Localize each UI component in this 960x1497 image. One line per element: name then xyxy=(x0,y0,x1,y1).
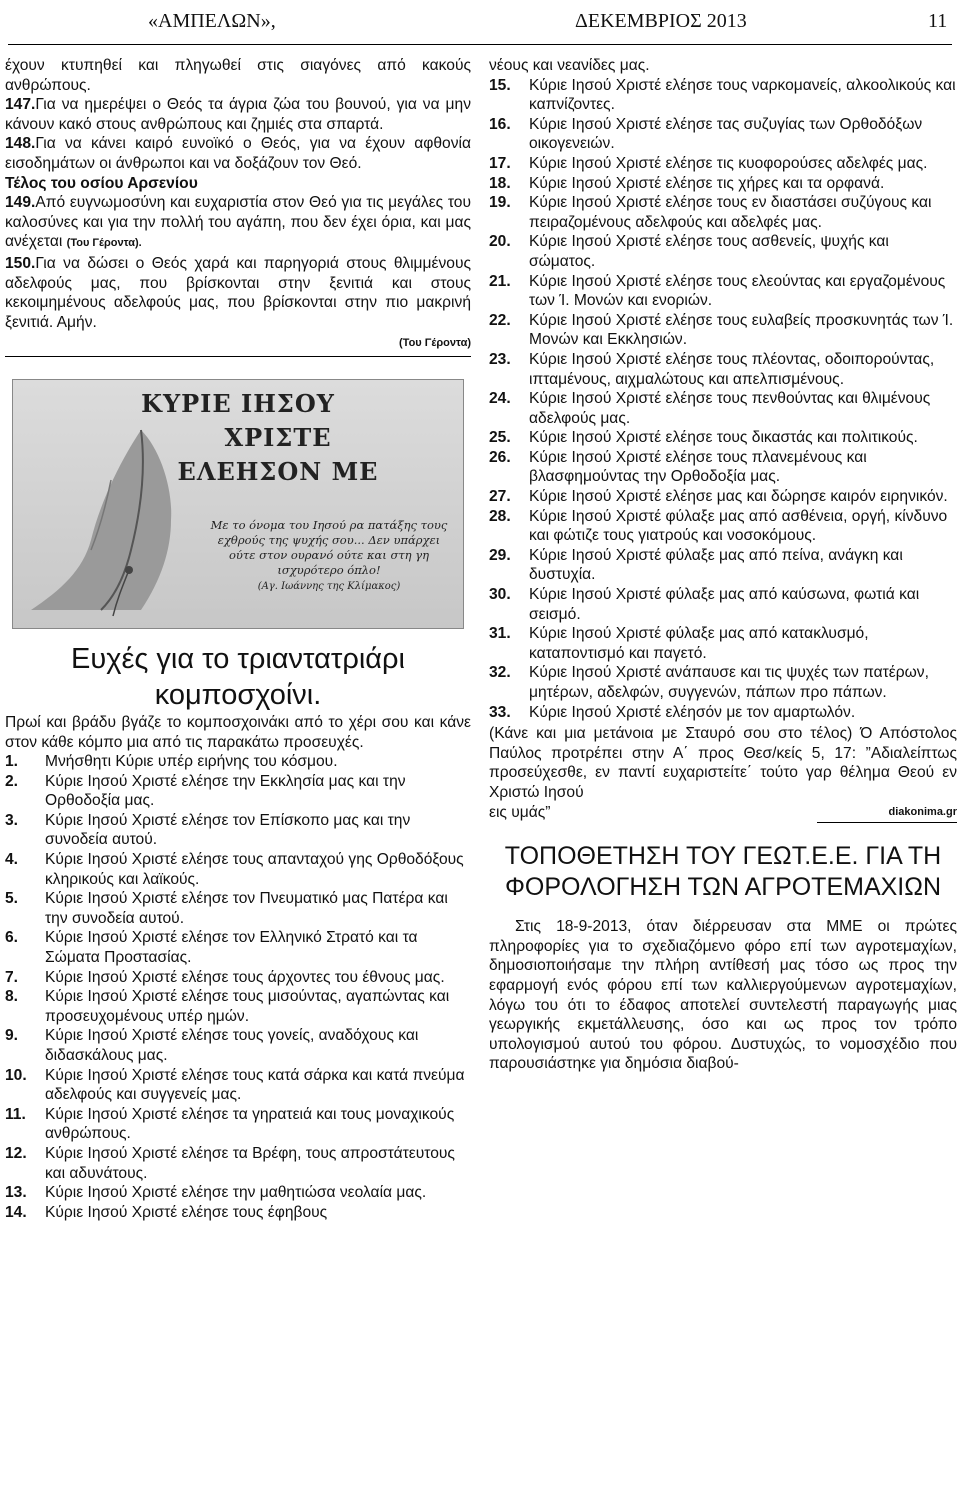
item-number: 31. xyxy=(489,625,511,643)
item-number: 15. xyxy=(489,76,511,94)
item-number: 3. xyxy=(5,811,19,829)
paragraph-149 xyxy=(5,193,471,254)
issue-date: ΔΕΚΕΜΒΡΙΟΣ 2013 xyxy=(575,10,747,32)
item-text: Κύριε Ιησού Χριστέ ελέησε τους πλέοντας, οδοιπορούντας, ιπταμένους, αιχμαλώτους και απελπισμένους. xyxy=(529,350,935,388)
item-text: Κύριε Ιησού Χριστέ ελέησε τα γηρατειά και τους μοναχικούς ανθρώπους. xyxy=(45,1105,455,1143)
list-item xyxy=(489,174,957,194)
item-number: 10. xyxy=(5,1066,27,1084)
list-item xyxy=(489,115,957,154)
list-item xyxy=(489,311,957,350)
citation: (Του Γέροντα). xyxy=(66,237,142,250)
item-text: Κύριε Ιησού Χριστέ ελέησε τας συζυγίας των Ορθοδόξων οικογενειών. xyxy=(529,115,923,153)
item-text: Κύριε Ιησού Χριστέ ελέησε τους ελεούντας και εργαζομένους των Ί. Μονών και ενοριών. xyxy=(529,272,946,310)
item-number: 33. xyxy=(489,703,511,721)
item-number: 32. xyxy=(489,664,511,682)
item-text: Κύριε Ιησού Χριστέ ελέησε την μαθητιώσα νεολαία μας. xyxy=(45,1184,427,1202)
item-text: Κύριε Ιησού Χριστέ ελέησε τους μισούντας, αγαπώντας και προσευχομένους υπέρ ημών. xyxy=(45,988,450,1025)
left-column xyxy=(5,56,471,1222)
item-number: 5. xyxy=(5,890,19,908)
list-item xyxy=(5,1203,471,1223)
list-item xyxy=(489,272,957,311)
closing-text-end: εις υμάς” xyxy=(489,803,551,821)
item-number: 19. xyxy=(489,194,511,212)
card-title-line-3: ΕΛΕΗΣΟΝ ΜΕ xyxy=(177,456,379,486)
paragraph-148 xyxy=(5,134,471,173)
item-text: Κύριε Ιησού Χριστέ ελέησε τις χήρες και τα ορφανά. xyxy=(529,174,885,192)
item-number: 6. xyxy=(5,929,19,947)
item-text: Κύριε Ιησού Χριστέ ελέησε τους άρχοντες του έθνους μας. xyxy=(45,968,445,986)
intro-text: έχουν κτυπηθεί και πληγωθεί στις σιαγόνες από κακούς ανθρώπους. xyxy=(5,57,471,94)
item-text: Κύριε Ιησού Χριστέ ελέησε τους κατά σάρκα και κατά πνεύμα αδελφούς και συγγενείς μας. xyxy=(45,1066,465,1104)
card-quote-signature: (Αγ. Ιωάννης της Κλίμακος) xyxy=(257,580,401,592)
list-item xyxy=(5,811,471,850)
prayer-list-right xyxy=(489,76,957,723)
list-item xyxy=(489,232,957,271)
prayer-list-left xyxy=(5,752,471,1222)
item-text: Κύριε Ιησού Χριστέ φύλαξε μας από πείνα, ανάγκη και δυστυχία. xyxy=(529,546,903,584)
list-item xyxy=(489,448,957,487)
list-item xyxy=(489,546,957,585)
list-item xyxy=(489,624,957,663)
list-item xyxy=(5,889,471,928)
item-number: 20. xyxy=(489,233,511,251)
closing-text: (Κάνε και μια μετάνοια με Σταυρό σου στο τέλος) Ό Απόστολος Παύλος προτρέπει στην Α΄ προς Θεσ/κείς 5, 17: ”Αδιαλείπτως προσεύχεσθε, εν παντί ευχαριστείτε΄ τούτο γαρ θέλημα Θεού εν Χριστώ Ιησού xyxy=(489,725,957,801)
list-item xyxy=(489,487,957,507)
item-number: 14. xyxy=(5,1203,27,1221)
item-text: Κύριε Ιησού Χριστέ ανάπαυσε και τις ψυχές των πατέρων, μητέρων, αδελφών, συγγενών, πάπων προ πάπων. xyxy=(529,664,929,701)
item-number: 2. xyxy=(5,772,19,790)
item-text: Κύριε Ιησού Χριστέ φύλαξε μας από ασθένεια, οργή, κίνδυνο και φώτιζε τους γιατρούς και νοσοκόμους. xyxy=(529,507,948,545)
item-text: Κύριε Ιησού Χριστέ ελέησε τον Επίσκοπο μας και την συνοδεία αυτού. xyxy=(45,811,411,849)
praying-hands-icon xyxy=(21,420,211,620)
list-item xyxy=(489,193,957,232)
item-text: Κύριε Ιησού Χριστέ φύλαξε μας από καύσωνα, φωτιά και σεισμό. xyxy=(529,586,920,623)
list-item xyxy=(5,1066,471,1105)
item-text: Κύριε Ιησού Χριστέ ελέησε τους απανταχού γης Ορθοδόξους κληρικούς και λαϊκούς. xyxy=(45,851,464,888)
list-item xyxy=(5,1026,471,1065)
item-number: 16. xyxy=(489,115,511,133)
item-number: 30. xyxy=(489,586,511,604)
item-number: 21. xyxy=(489,272,511,290)
item-text: Κύριε Ιησού Χριστέ ελέησε τους πλανεμένους και βλασφημούντας την Ορθοδοξία μας. xyxy=(529,448,867,486)
article-title: ΤΟΠΟΘΕΤΗΣΗ ΤΟΥ ΓΕΩΤ.Ε.Ε. ΓΙΑ ΤΗ ΦΟΡΟΛΟΓΗΣΗ ΤΩΝ ΑΓΡΟΤΕΜΑΧΙΩΝ xyxy=(504,842,942,902)
item-number: 13. xyxy=(5,1184,27,1202)
list-item xyxy=(489,350,957,389)
paragraph-147 xyxy=(5,95,471,134)
list-item xyxy=(489,428,957,448)
list-item xyxy=(5,987,471,1026)
item-text: Κύριε Ιησού Χριστέ ελέησε τον Πνευματικό μας Πατέρα και την συνοδεία αυτού. xyxy=(45,890,448,927)
item-text: Κύριε Ιησού Χριστέ ελέησε τους ευλαβείς προσκυνητάς των Ί. Μονών και Εκκλησιών. xyxy=(529,311,954,349)
item-number: 29. xyxy=(489,546,511,564)
item-text: Κύριε Ιησού Χριστέ ελέησε τους γονείς, αναδόχους και διδασκάλους μας. xyxy=(45,1027,419,1064)
list-item xyxy=(5,928,471,967)
item-number: 12. xyxy=(5,1144,27,1162)
publication-name: «ΑΜΠΕΛΩΝ», xyxy=(148,10,276,32)
item-number: 22. xyxy=(489,311,511,329)
item-number: 1. xyxy=(5,753,19,771)
item-number: 25. xyxy=(489,429,511,447)
card-title-line-1: ΚΥΡΙΕ ΙΗΣΟΥ xyxy=(141,388,335,418)
item-text: Κύριε Ιησού Χριστέ ελέησε τους δικαστάς και πολιτικούς. xyxy=(529,429,918,447)
card-title-line-2: ΧΡΙΣΤΕ xyxy=(224,422,332,452)
list-item xyxy=(5,850,471,889)
item-text: Μνήσθητι Κύριε υπέρ ειρήνης του κόσμου. xyxy=(45,753,338,771)
paragraph-text: Από ευγνωμοσύνη και ευχαριστία στον Θεό για τις μεγάλες του καλοσύνες και για την πολλή του αγάπη, που δεν έχει όρια, και μας ανέχεται xyxy=(5,194,471,251)
item-number: 9. xyxy=(5,1027,19,1045)
item-number: 28. xyxy=(489,507,511,525)
paragraph-text: Για να κάνει καιρό ευνοϊκό ο Θεός, για να έχουν αφθονία εισοδημάτων οι άνθρωποι και να δοξάζουν τον Θεό. xyxy=(5,135,471,172)
item-text: Κύριε Ιησού Χριστέ ελέησε την Εκκλησία μας και την Ορθοδοξία μας. xyxy=(45,772,406,810)
section-divider xyxy=(5,356,471,357)
article-text: Στις 18-9-2013, όταν διέρρευσαν στα ΜΜΕ οι πρώτες πληροφορίες για το σχεδιαζόμενο φόρο επί των αγροτεμαχίων, δημοσιοποιήσαμε την πλήρη αντίθεσή μας τόσο ως προς την εφαρμογή ενός φόρου επί των καλλιεργούμενων αγροτεμαχίων, λόγω του ότι το έδαφος αποτελεί συντελεστή παραγωγής μιας γεωργικής εκμετάλλευσης, όσο και ως προς τον τρόπο υπολογισμού αυτού του φόρου. Δυστυχώς, το νομοσχέδιο που παρουσιάστηκε για δημόσια διαβού- xyxy=(489,918,957,1073)
section-heading: Τέλος του οσίου Αρσενίου xyxy=(5,174,198,192)
list-item xyxy=(489,389,957,428)
list-item xyxy=(489,154,957,174)
item-text: Κύριε Ιησού Χριστέ ελέησε τους ναρκομανείς, αλκοολικούς και καπνίζοντες. xyxy=(529,76,956,114)
list-item xyxy=(5,1105,471,1144)
item-number: 11. xyxy=(5,1105,26,1123)
item-number: 4. xyxy=(5,851,19,869)
item-number: 23. xyxy=(489,350,511,368)
page-number: 11 xyxy=(928,10,948,32)
list-item xyxy=(489,76,957,115)
paragraph-number: 147. xyxy=(5,96,36,114)
list-item xyxy=(5,772,471,811)
item-number: 7. xyxy=(5,968,19,986)
list-item xyxy=(489,585,957,624)
item-text: Κύριε Ιησού Χριστέ ελέησε τους πενθούντας και θλιμένους αδελφούς μας. xyxy=(529,390,931,427)
list-item xyxy=(489,507,957,546)
paragraph-150 xyxy=(5,254,471,332)
attribution: (Του Γέροντα) xyxy=(399,337,471,350)
item-text: Κύριε Ιησού Χριστέ ελέησε μας και δώρησε καιρόν ειρηνικόν. xyxy=(529,488,948,506)
paragraph-number: 148. xyxy=(5,135,36,153)
list-item xyxy=(5,968,471,988)
prayers-title: Ευχές για το τριαντατριάρι κομποσχοίνι. xyxy=(71,642,405,711)
paragraph-text: Για να ημερέψει ο Θεός τα άγρια ζώα του βουνού, για να μην κάνουν κακό στους ανθρώπους και ζημιές στα σπαρτά. xyxy=(5,96,471,133)
list-item xyxy=(489,663,957,702)
list-item xyxy=(5,1144,471,1183)
card-quote xyxy=(207,518,451,594)
header-rule xyxy=(8,44,952,45)
item-number: 26. xyxy=(489,448,511,466)
paragraph-number: 149. xyxy=(5,194,36,212)
item-number: 27. xyxy=(489,488,511,506)
item-text: Κύριε Ιησού Χριστέ ελέησε τους εν διαστάσει συζύγους και πειραζομένους αδελφούς και αδελφές μας. xyxy=(529,194,932,231)
item-text: Κύριε Ιησού Χριστέ ελέησε τους ασθενείς, ψυχής και σώματος. xyxy=(529,233,889,270)
item-text: Κύριε Ιησού Χριστέ ελέησε τα Βρέφη, τους απροστάτευτους και αδυνάτους. xyxy=(45,1144,455,1182)
source-line xyxy=(489,803,957,824)
item-number: 17. xyxy=(489,154,511,172)
continued-text: νέους και νεανίδες μας. xyxy=(489,57,650,74)
prayer-card-image xyxy=(12,379,464,629)
paragraph-number: 150. xyxy=(5,254,36,272)
item-text: Κύριε Ιησού Χριστέ φύλαξε μας από κατακλυσμό, καταποντισμό και παγετό. xyxy=(529,625,869,662)
right-column xyxy=(489,56,957,1074)
page-header xyxy=(0,0,960,44)
item-text: Κύριε Ιησού Χριστέ ελέησε τους έφηβους xyxy=(45,1203,328,1221)
card-quote-text: Με το όνομα του Ιησού ρα πατάξης τους εχθρούς της ψυχής σου... Δεν υπάρχει ούτε στον ουρανό ούτε και στη γη ισχυρότερο όπλο! xyxy=(210,517,448,577)
list-item xyxy=(489,703,957,723)
list-item xyxy=(5,1183,471,1203)
prayers-intro: Πρωί και βράδυ βγάζε το κομποσχοινάκι από το χέρι σου και κάνε στον κάθε κόμπο μια από τις παρακάτω προσευχές. xyxy=(5,713,471,751)
item-text: Κύριε Ιησού Χριστέ ελέησε τον Ελληνικό Στρατό και τα Σώματα Προστασίας. xyxy=(45,929,418,967)
item-number: 24. xyxy=(489,390,511,408)
list-item xyxy=(5,752,471,772)
paragraph-text: Για να δώσει ο Θεός χαρά και παρηγοριά στους θλιμμένους αδελφούς μας, που βρίσκονται στην ξενιτιά και στους κεκοιμημένους αδελφούς μας, που βρίσκονται στην πιο μακρινή ξενιτιά. Αμήν. xyxy=(5,254,471,331)
item-text: Κύριε Ιησού Χριστέ ελέησε τις κυοφορούσες αδελφές μας. xyxy=(529,154,928,172)
source-credit: diakonima.gr xyxy=(817,803,957,824)
item-number: 18. xyxy=(489,174,511,192)
item-number: 8. xyxy=(5,988,19,1006)
item-text: Κύριε Ιησού Χριστέ ελέησόν με τον αμαρτωλόν. xyxy=(529,703,856,721)
